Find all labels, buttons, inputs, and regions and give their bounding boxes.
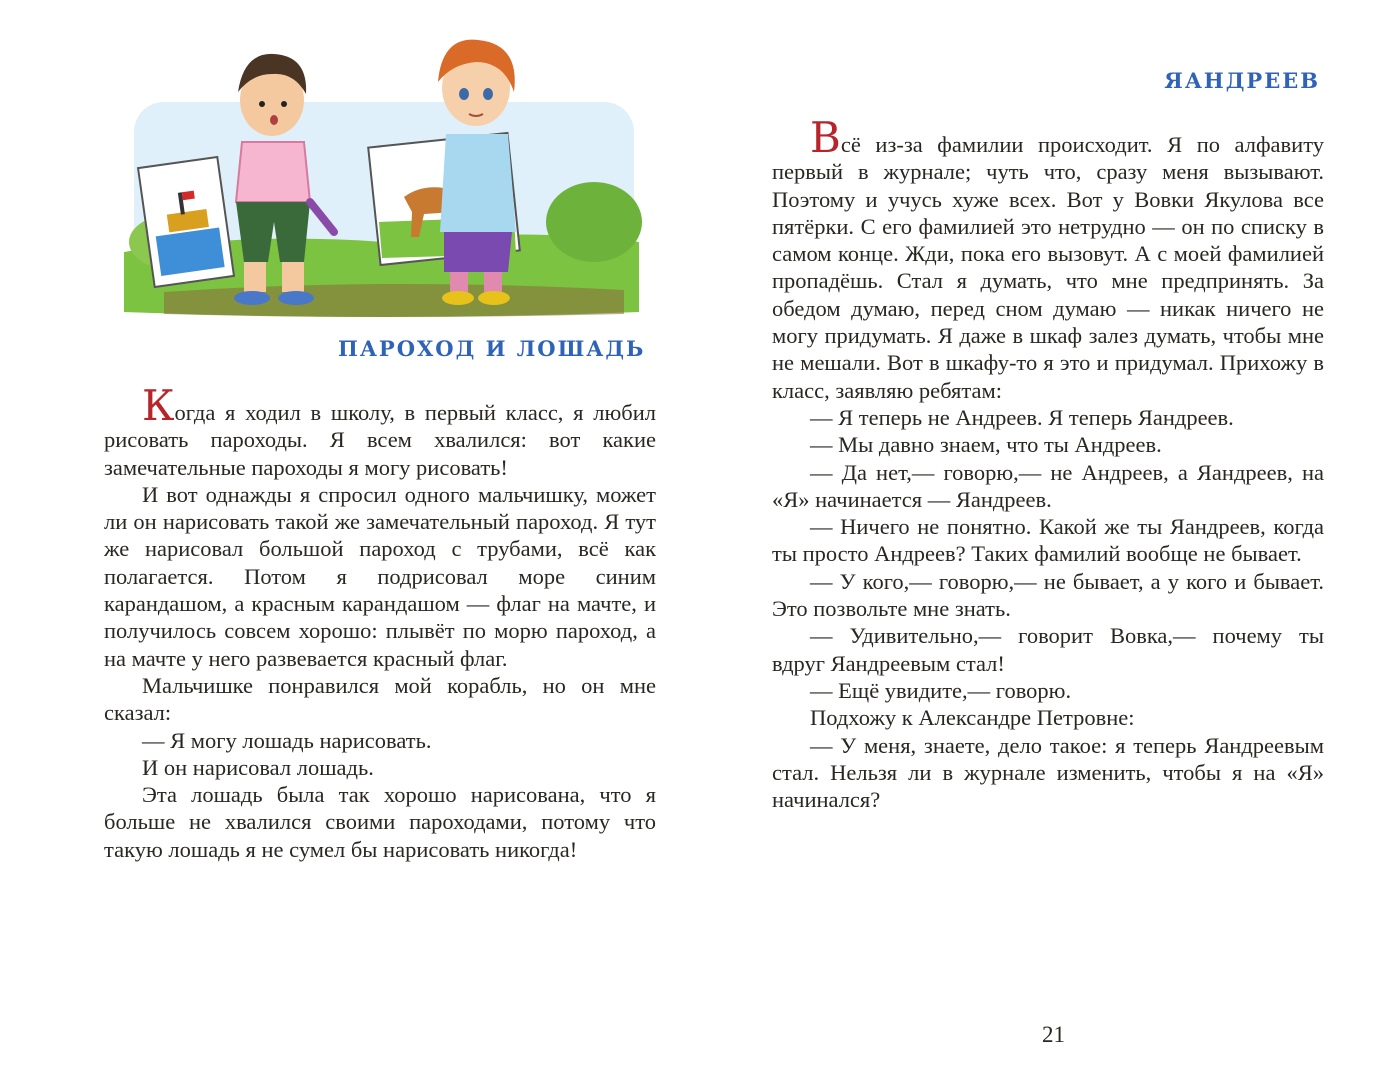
bush-icon <box>546 182 642 262</box>
paragraph: И вот однажды я спросил одного мальчишку, может ли он нарисовать такой же замечательный пароход. Я тут же нарисовал большой пароход с трубами, всё как полагается. Потом я подрисовал море синим карандашом, а красным карандашом — флаг на мачте, и получилось совсем хорошо: плывёт по морю пароход, а на мачте у него развевается красный флаг. <box>104 481 656 671</box>
story-title: ЯАНДРЕЕВ <box>1164 68 1320 93</box>
right-page <box>698 0 1396 1080</box>
paragraph: — Да нет,— говорю,— не Андреев, а Яандреев, на «Я» начинается — Яандреев. <box>772 459 1324 512</box>
ship-drawing-icon <box>138 157 234 287</box>
paragraph: Подхожу к Александре Петровне: <box>810 705 1135 731</box>
paragraph: И он нарисовал лошадь. <box>142 754 374 780</box>
paragraph: — У меня, знаете, дело такое: я теперь Яандреевым стал. Нельзя ли в журнале изменить, чтобы я на «Я» начинался? <box>772 732 1324 813</box>
drop-cap: К <box>142 381 175 430</box>
paragraph <box>772 113 1324 404</box>
paragraph: — Удивительно,— говорит Вовка,— почему ты вдруг Яандреевым стал! <box>772 623 1324 676</box>
drop-cap: В <box>810 113 841 162</box>
illustration <box>124 22 646 322</box>
boy-right-icon <box>438 40 516 305</box>
paragraph: — Я могу лошадь нарисовать. <box>142 727 432 753</box>
paragraph: Мальчишке понравился мой корабль, но он мне сказал: <box>104 672 656 726</box>
paragraph-text: огда я ходил в школу, в первый класс, я любил рисовать пароходы. Я всем хвалился: вот какие замечательные пароходы я могу рисовать! <box>104 400 656 480</box>
paragraph-text: сё из-за фамилии происходит. Я по алфавиту первый в журнале; чуть что, сразу меня вызывают. Поэтому и учусь хуже всех. Вот у Вовки Якулова все пятёрки. С его фамилией это нетрудно — он по списку в самом конце. Жди, пока его вызовут. А с моей фамилией пропадёшь. Стал я думать, что мне предпринять. За обедом думаю, перед сном думаю — никак ничего не могу придумать. Я даже в шкаф залез думать, чтобы мне не мешали. Вот в шкафу-то я это и придумал. Прихожу в класс, заявляю ребятам: <box>772 132 1324 403</box>
story-title: ПАРОХОД И ЛОШАДЬ <box>338 336 646 361</box>
paragraph <box>104 381 656 481</box>
paragraph: — Ещё увидите,— говорю. <box>810 677 1072 703</box>
paragraph: — Мы давно знаем, что ты Андреев. <box>810 432 1162 458</box>
paragraph: Эта лошадь была так хорошо нарисована, что я больше не хвалился своими пароходами, потому что такую лошадь я не сумел бы нарисовать никогда! <box>104 782 656 862</box>
ground <box>164 284 624 317</box>
page-number: 21 <box>1042 1022 1065 1047</box>
paragraph: — Ничего не понятно. Какой же ты Яандреев, когда ты просто Андреев? Таких фамилий вообще не бывает. <box>772 514 1324 567</box>
story-text <box>104 381 656 863</box>
paragraph: — У кого,— говорю,— не бывает, а у кого и бывает. Это позвольте мне знать. <box>772 568 1324 622</box>
paragraph: — Я теперь не Андреев. Я теперь Яандреев. <box>810 404 1234 430</box>
story-text <box>772 113 1324 813</box>
